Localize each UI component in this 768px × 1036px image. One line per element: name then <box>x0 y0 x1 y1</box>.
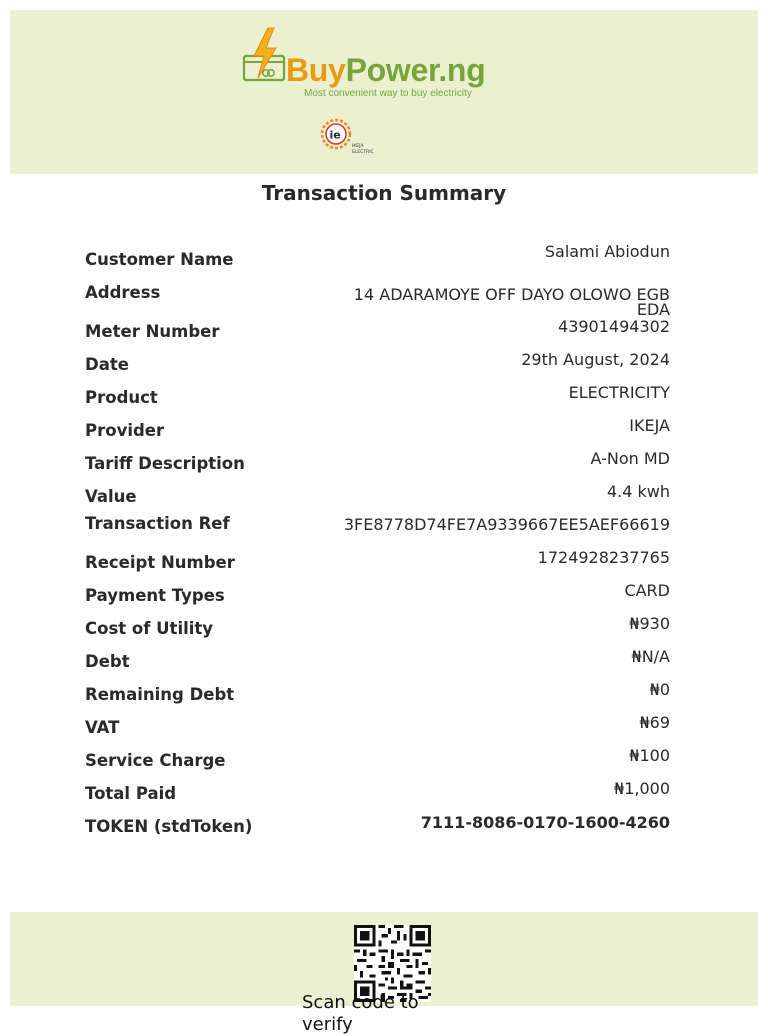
buypower-logo <box>242 26 532 106</box>
row-label: Meter Number <box>85 322 220 341</box>
row-label: Debt <box>85 652 130 671</box>
row-label: Payment Types <box>85 586 225 605</box>
ikeja-electric-logo <box>318 114 380 158</box>
credit-card-lightning-icon <box>242 26 288 88</box>
row-value: ₦0 <box>649 680 670 699</box>
row-label: Tariff Description <box>85 454 245 473</box>
row-value: ₦69 <box>639 713 670 732</box>
brand-tagline: Most convenient way to buy electricity <box>304 88 472 99</box>
qr-code-icon <box>354 925 431 1002</box>
row-value: ₦100 <box>629 746 670 765</box>
row-value: ₦N/A <box>631 647 670 666</box>
row-value: IKEJA <box>629 416 670 435</box>
row-label: Service Charge <box>85 751 226 770</box>
brand-name-part1: Buy <box>286 52 346 88</box>
row-value: 29th August, 2024 <box>521 350 670 369</box>
row-value: 1724928237765 <box>537 548 670 567</box>
row-label: Date <box>85 355 129 374</box>
row-value: ₦1,000 <box>614 779 670 798</box>
row-label: Remaining Debt <box>85 685 235 704</box>
row-label: Total Paid <box>85 784 177 803</box>
row-label: Cost of Utility <box>85 619 214 638</box>
svg-text:IKEJA: IKEJA <box>352 144 364 149</box>
row-label: Receipt Number <box>85 553 235 572</box>
row-value: CARD <box>624 581 670 600</box>
brand-wordmark <box>286 52 485 88</box>
row-label: TOKEN (stdToken) <box>85 817 253 836</box>
row-value: 4.4 kwh <box>606 482 670 501</box>
page-title: Transaction Summary <box>261 181 507 205</box>
row-label: Provider <box>85 421 165 440</box>
row-value: 3FE8778D74FE7A9339667EE5AEF66619 <box>343 515 670 534</box>
row-label: Address <box>85 283 161 302</box>
row-label: Product <box>85 388 158 407</box>
row-value: ₦930 <box>629 614 670 633</box>
scan-to-verify-text: Scan code to verify <box>302 992 419 1035</box>
row-label: Value <box>85 487 137 506</box>
row-value: A-Non MD <box>590 449 670 468</box>
row-value: 14 ADARAMOYE OFF DAYO OLOWO EGBEDA <box>353 285 670 319</box>
svg-text:ie: ie <box>329 128 341 142</box>
row-label: VAT <box>85 718 120 737</box>
row-value: Salami Abiodun <box>544 242 670 261</box>
svg-text:ELECTRIC: ELECTRIC <box>352 150 374 155</box>
row-value: ELECTRICITY <box>568 383 670 402</box>
token-value: 7111-8086-0170-1600-4260 <box>420 813 670 832</box>
brand-name-part2: Power.ng <box>345 52 486 88</box>
row-label: Customer Name <box>85 250 234 269</box>
row-value: 43901494302 <box>558 317 670 336</box>
row-label: Transaction Ref <box>85 514 230 533</box>
